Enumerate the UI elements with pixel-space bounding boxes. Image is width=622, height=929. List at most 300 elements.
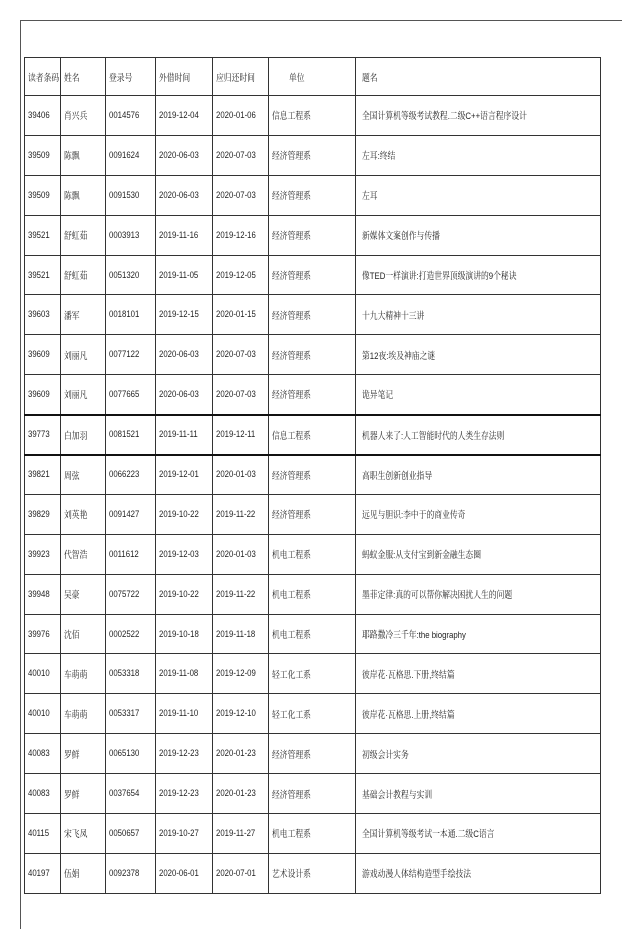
cell-text: 39948: [28, 588, 50, 600]
cell-title: [356, 255, 601, 295]
cell-text: 2019-10-22: [159, 588, 199, 600]
cell-text: 39509: [28, 149, 50, 161]
cell-text: 2020-01-06: [216, 109, 256, 121]
cell-text: 十九大精神十三讲: [362, 310, 425, 322]
cell-loan-date: [156, 494, 213, 534]
cell-text: 2019-11-27: [216, 827, 256, 839]
cell-name: [61, 734, 106, 774]
header-label: 读者条码: [28, 72, 60, 84]
header-label: 单位: [289, 72, 305, 84]
cell-due-date: [213, 455, 269, 495]
cell-text: 刘英艳: [64, 510, 88, 522]
table-row: [25, 853, 601, 893]
cell-text: 2020-07-03: [216, 149, 256, 161]
cell-reader-barcode: [25, 455, 61, 495]
cell-text: 轻工化工系: [272, 709, 311, 721]
cell-text: 0065130: [109, 748, 140, 760]
cell-text: 0081521: [109, 429, 140, 441]
cell-text: 39521: [28, 269, 50, 281]
cell-text: 左耳: [362, 191, 378, 203]
cell-text: 全国计算机等级考试教程.二级C++语言程序设计: [362, 111, 527, 123]
cell-text: 39609: [28, 349, 50, 361]
cell-unit: [269, 96, 356, 136]
cell-text: 2020-07-03: [216, 388, 256, 400]
cell-name: [61, 614, 106, 654]
cell-accession-no: [106, 215, 156, 255]
cell-name: [61, 654, 106, 694]
cell-due-date: [213, 494, 269, 534]
cell-text: 0003913: [109, 229, 140, 241]
header-label: 姓名: [64, 72, 80, 84]
cell-text: 0077665: [109, 388, 140, 400]
cell-text: 0014576: [109, 109, 140, 121]
cell-unit: [269, 654, 356, 694]
cell-text: 高职生创新创业指导: [362, 470, 433, 482]
cell-reader-barcode: [25, 255, 61, 295]
cell-text: 39509: [28, 189, 50, 201]
cell-text: 2019-11-22: [216, 508, 256, 520]
cell-text: 远见与胆识:李中于的商业传奇: [362, 510, 466, 522]
cell-name: [61, 135, 106, 175]
cell-accession-no: [106, 814, 156, 854]
cell-unit: [269, 614, 356, 654]
cell-reader-barcode: [25, 614, 61, 654]
cell-text: 信息工程系: [272, 430, 311, 442]
cell-due-date: [213, 295, 269, 335]
cell-text: 2019-10-18: [159, 628, 199, 640]
cell-text: 伍娟: [64, 869, 80, 881]
cell-text: 像TED一样演讲:打造世界顶级演讲的9个秘诀: [362, 271, 517, 282]
cell-reader-barcode: [25, 574, 61, 614]
cell-due-date: [213, 135, 269, 175]
cell-text: 陈飘: [64, 191, 80, 203]
header-accession-no: [106, 58, 156, 96]
cell-text: 2020-01-03: [216, 548, 256, 560]
cell-unit: [269, 215, 356, 255]
cell-unit: [269, 415, 356, 455]
cell-loan-date: [156, 694, 213, 734]
cell-text: 机电工程系: [272, 630, 311, 642]
cell-text: 经济管理系: [272, 789, 311, 801]
cell-text: 罗鲜: [64, 789, 80, 801]
cell-reader-barcode: [25, 215, 61, 255]
cell-unit: [269, 774, 356, 814]
table-body: [25, 96, 601, 894]
cell-due-date: [213, 175, 269, 215]
cell-text: 2020-01-03: [216, 469, 256, 481]
cell-text: 全国计算机等级考试一本通.二级C语言: [362, 829, 495, 841]
cell-text: 2020-06-03: [159, 189, 199, 201]
cell-title: [356, 455, 601, 495]
cell-due-date: [213, 853, 269, 893]
cell-reader-barcode: [25, 654, 61, 694]
header-row: [25, 58, 601, 96]
cell-reader-barcode: [25, 534, 61, 574]
cell-text: 经济管理系: [272, 749, 311, 761]
cell-text: 2019-12-15: [159, 309, 199, 321]
cell-text: 40115: [28, 827, 50, 839]
cell-due-date: [213, 375, 269, 415]
cell-text: 0037654: [109, 788, 140, 800]
table-row: [25, 295, 601, 335]
cell-unit: [269, 255, 356, 295]
cell-reader-barcode: [25, 375, 61, 415]
cell-accession-no: [106, 96, 156, 136]
cell-title: [356, 494, 601, 534]
header-name: [61, 58, 106, 96]
cell-text: 耶路撒冷三千年:the biography: [362, 630, 466, 642]
cell-accession-no: [106, 455, 156, 495]
cell-unit: [269, 853, 356, 893]
table-row: [25, 494, 601, 534]
cell-text: 0053317: [109, 708, 140, 720]
cell-title: [356, 96, 601, 136]
cell-loan-date: [156, 255, 213, 295]
cell-text: 车萌萌: [64, 669, 88, 681]
cell-text: 40083: [28, 788, 50, 800]
cell-unit: [269, 494, 356, 534]
cell-title: [356, 814, 601, 854]
cell-text: 40010: [28, 668, 50, 680]
cell-reader-barcode: [25, 774, 61, 814]
cell-text: 刘丽凡: [64, 350, 88, 362]
cell-text: 0077122: [109, 349, 140, 361]
cell-due-date: [213, 415, 269, 455]
cell-accession-no: [106, 415, 156, 455]
cell-title: [356, 375, 601, 415]
cell-accession-no: [106, 335, 156, 375]
header-title: [356, 58, 601, 96]
header-label: 外借时间: [159, 72, 191, 84]
cell-loan-date: [156, 654, 213, 694]
cell-text: 机电工程系: [272, 550, 311, 562]
cell-accession-no: [106, 175, 156, 215]
cell-accession-no: [106, 574, 156, 614]
table-row: [25, 96, 601, 136]
cell-text: 2019-12-11: [216, 429, 256, 441]
cell-title: [356, 654, 601, 694]
cell-unit: [269, 534, 356, 574]
cell-loan-date: [156, 814, 213, 854]
cell-accession-no: [106, 853, 156, 893]
cell-title: [356, 734, 601, 774]
cell-text: 2020-07-03: [216, 189, 256, 201]
cell-unit: [269, 734, 356, 774]
table-row: [25, 774, 601, 814]
cell-text: 0091530: [109, 189, 140, 201]
loan-records-table: [24, 57, 601, 894]
cell-name: [61, 534, 106, 574]
cell-name: [61, 774, 106, 814]
cell-text: 经济管理系: [272, 470, 311, 482]
cell-text: 初级会计实务: [362, 749, 409, 761]
table-row: [25, 574, 601, 614]
cell-name: [61, 175, 106, 215]
cell-reader-barcode: [25, 96, 61, 136]
cell-unit: [269, 455, 356, 495]
cell-text: 2020-06-03: [159, 149, 199, 161]
cell-name: [61, 415, 106, 455]
cell-text: 机器人来了:人工智能时代的人类生存法则: [362, 430, 505, 442]
cell-text: 机电工程系: [272, 829, 311, 841]
cell-loan-date: [156, 455, 213, 495]
cell-text: 0051320: [109, 269, 140, 281]
cell-text: 信息工程系: [272, 111, 311, 123]
cell-text: 经济管理系: [272, 151, 311, 163]
cell-accession-no: [106, 375, 156, 415]
cell-text: 诡异笔记: [362, 390, 394, 402]
cell-name: [61, 694, 106, 734]
cell-text: 经济管理系: [272, 510, 311, 522]
cell-text: 39829: [28, 508, 50, 520]
cell-text: 39603: [28, 309, 50, 321]
cell-accession-no: [106, 255, 156, 295]
cell-text: 舒虹茹: [64, 231, 88, 243]
cell-text: 艺术设计系: [272, 869, 311, 881]
header-label: 题名: [362, 72, 378, 84]
cell-text: 39923: [28, 548, 50, 560]
cell-due-date: [213, 534, 269, 574]
cell-unit: [269, 694, 356, 734]
cell-text: 白加羽: [64, 430, 88, 442]
cell-due-date: [213, 654, 269, 694]
cell-text: 彼岸花·瓦格思.下册,终结篇: [362, 669, 455, 681]
header-loan-date: [156, 58, 213, 96]
cell-text: 0066223: [109, 469, 140, 481]
cell-text: 0018101: [109, 309, 140, 321]
table-row: [25, 135, 601, 175]
cell-title: [356, 295, 601, 335]
table-row: [25, 415, 601, 455]
cell-text: 2019-11-22: [216, 588, 256, 600]
cell-text: 彼岸花·瓦格思.上册,终结篇: [362, 709, 455, 721]
cell-text: 代智浩: [64, 550, 88, 562]
cell-reader-barcode: [25, 814, 61, 854]
cell-title: [356, 614, 601, 654]
cell-text: 2020-06-03: [159, 349, 199, 361]
cell-text: 0075722: [109, 588, 140, 600]
cell-loan-date: [156, 614, 213, 654]
cell-title: [356, 415, 601, 455]
cell-text: 39773: [28, 429, 50, 441]
header-unit: [269, 58, 356, 96]
cell-text: 车萌萌: [64, 709, 88, 721]
cell-text: 第12夜:埃及神庙之谜: [362, 350, 436, 362]
cell-unit: [269, 135, 356, 175]
cell-text: 2019-12-09: [216, 668, 256, 680]
cell-text: 2019-11-16: [159, 229, 199, 241]
cell-loan-date: [156, 415, 213, 455]
cell-unit: [269, 175, 356, 215]
cell-loan-date: [156, 734, 213, 774]
cell-due-date: [213, 694, 269, 734]
cell-name: [61, 375, 106, 415]
table-header: [25, 58, 601, 96]
cell-text: 经济管理系: [272, 390, 311, 402]
cell-reader-barcode: [25, 295, 61, 335]
cell-reader-barcode: [25, 853, 61, 893]
cell-loan-date: [156, 295, 213, 335]
table-row: [25, 255, 601, 295]
cell-text: 2019-11-18: [216, 628, 256, 640]
cell-loan-date: [156, 335, 213, 375]
cell-text: 经济管理系: [272, 350, 311, 362]
cell-loan-date: [156, 574, 213, 614]
cell-title: [356, 175, 601, 215]
table-row: [25, 335, 601, 375]
cell-text: 肖兴兵: [64, 111, 88, 123]
header-reader-barcode: [25, 58, 61, 96]
cell-text: 2019-12-16: [216, 229, 256, 241]
cell-unit: [269, 574, 356, 614]
cell-text: 40083: [28, 748, 50, 760]
cell-loan-date: [156, 534, 213, 574]
cell-text: 0050657: [109, 827, 140, 839]
table-row: [25, 534, 601, 574]
cell-accession-no: [106, 774, 156, 814]
cell-text: 2019-12-23: [159, 748, 199, 760]
cell-text: 2020-01-23: [216, 788, 256, 800]
cell-name: [61, 295, 106, 335]
cell-name: [61, 853, 106, 893]
cell-text: 2019-12-05: [216, 269, 256, 281]
cell-text: 墨菲定律:真的可以帮你解决困扰人生的问题: [362, 590, 513, 602]
cell-text: 吴豪: [64, 590, 80, 602]
cell-accession-no: [106, 534, 156, 574]
cell-text: 39406: [28, 109, 50, 121]
cell-loan-date: [156, 215, 213, 255]
cell-reader-barcode: [25, 734, 61, 774]
cell-title: [356, 574, 601, 614]
cell-name: [61, 215, 106, 255]
cell-text: 2020-07-01: [216, 867, 256, 879]
cell-text: 0011612: [109, 548, 139, 560]
cell-reader-barcode: [25, 415, 61, 455]
cell-text: 机电工程系: [272, 590, 311, 602]
cell-text: 39821: [28, 469, 50, 481]
cell-due-date: [213, 774, 269, 814]
cell-loan-date: [156, 375, 213, 415]
cell-loan-date: [156, 96, 213, 136]
cell-due-date: [213, 335, 269, 375]
cell-text: 2020-01-15: [216, 309, 256, 321]
cell-title: [356, 215, 601, 255]
table-row: [25, 654, 601, 694]
cell-text: 轻工化工系: [272, 669, 311, 681]
cell-text: 40010: [28, 708, 50, 720]
cell-due-date: [213, 814, 269, 854]
cell-reader-barcode: [25, 135, 61, 175]
cell-text: 2019-12-10: [216, 708, 256, 720]
cell-name: [61, 814, 106, 854]
cell-text: 周弦: [64, 470, 80, 482]
cell-text: 经济管理系: [272, 191, 311, 203]
cell-title: [356, 853, 601, 893]
cell-text: 39521: [28, 229, 50, 241]
cell-unit: [269, 335, 356, 375]
table-row: [25, 215, 601, 255]
header-label: 登录号: [109, 72, 133, 84]
cell-title: [356, 335, 601, 375]
cell-accession-no: [106, 135, 156, 175]
cell-accession-no: [106, 494, 156, 534]
cell-text: 2019-11-11: [159, 429, 198, 441]
cell-text: 2019-12-23: [159, 788, 199, 800]
cell-text: 40197: [28, 867, 50, 879]
cell-text: 蚂蚁金服:从支付宝到新金融生态圈: [362, 550, 482, 562]
cell-text: 经济管理系: [272, 271, 311, 282]
cell-text: 陈飘: [64, 151, 80, 163]
cell-loan-date: [156, 774, 213, 814]
cell-accession-no: [106, 694, 156, 734]
cell-accession-no: [106, 295, 156, 335]
cell-unit: [269, 375, 356, 415]
cell-due-date: [213, 614, 269, 654]
table-row: [25, 814, 601, 854]
cell-text: 2019-11-08: [159, 668, 199, 680]
cell-title: [356, 534, 601, 574]
cell-name: [61, 455, 106, 495]
table-row: [25, 175, 601, 215]
cell-text: 刘丽凡: [64, 390, 88, 402]
cell-text: 左耳:终结: [362, 151, 396, 163]
cell-name: [61, 574, 106, 614]
cell-text: 2020-06-01: [159, 867, 199, 879]
cell-text: 2019-10-22: [159, 508, 199, 520]
cell-text: 沈佰: [64, 630, 80, 642]
cell-title: [356, 135, 601, 175]
cell-text: 2019-11-05: [159, 269, 199, 281]
cell-unit: [269, 814, 356, 854]
cell-text: 0053318: [109, 668, 140, 680]
cell-accession-no: [106, 734, 156, 774]
table-row: [25, 734, 601, 774]
cell-reader-barcode: [25, 335, 61, 375]
cell-text: 2019-10-27: [159, 827, 199, 839]
cell-text: 39609: [28, 388, 50, 400]
cell-text: 2020-06-03: [159, 388, 199, 400]
cell-text: 2020-01-23: [216, 748, 256, 760]
cell-text: 2019-12-04: [159, 109, 199, 121]
cell-text: 0091427: [109, 508, 140, 520]
cell-name: [61, 255, 106, 295]
cell-text: 0002522: [109, 628, 140, 640]
cell-title: [356, 774, 601, 814]
cell-due-date: [213, 734, 269, 774]
cell-reader-barcode: [25, 494, 61, 534]
header-label: 应归还时间: [216, 72, 255, 84]
cell-accession-no: [106, 614, 156, 654]
cell-loan-date: [156, 135, 213, 175]
cell-text: 基础会计教程与实训: [362, 789, 433, 801]
cell-text: 0092378: [109, 867, 140, 879]
cell-text: 39976: [28, 628, 50, 640]
cell-loan-date: [156, 175, 213, 215]
cell-due-date: [213, 574, 269, 614]
cell-name: [61, 96, 106, 136]
cell-unit: [269, 295, 356, 335]
cell-text: 经济管理系: [272, 310, 311, 322]
table-row: [25, 455, 601, 495]
header-due-date: [213, 58, 269, 96]
cell-due-date: [213, 96, 269, 136]
cell-text: 2019-12-01: [159, 469, 199, 481]
cell-reader-barcode: [25, 694, 61, 734]
cell-name: [61, 494, 106, 534]
cell-text: 舒虹茹: [64, 271, 88, 282]
cell-text: 潘军: [64, 310, 80, 322]
cell-text: 0091624: [109, 149, 140, 161]
